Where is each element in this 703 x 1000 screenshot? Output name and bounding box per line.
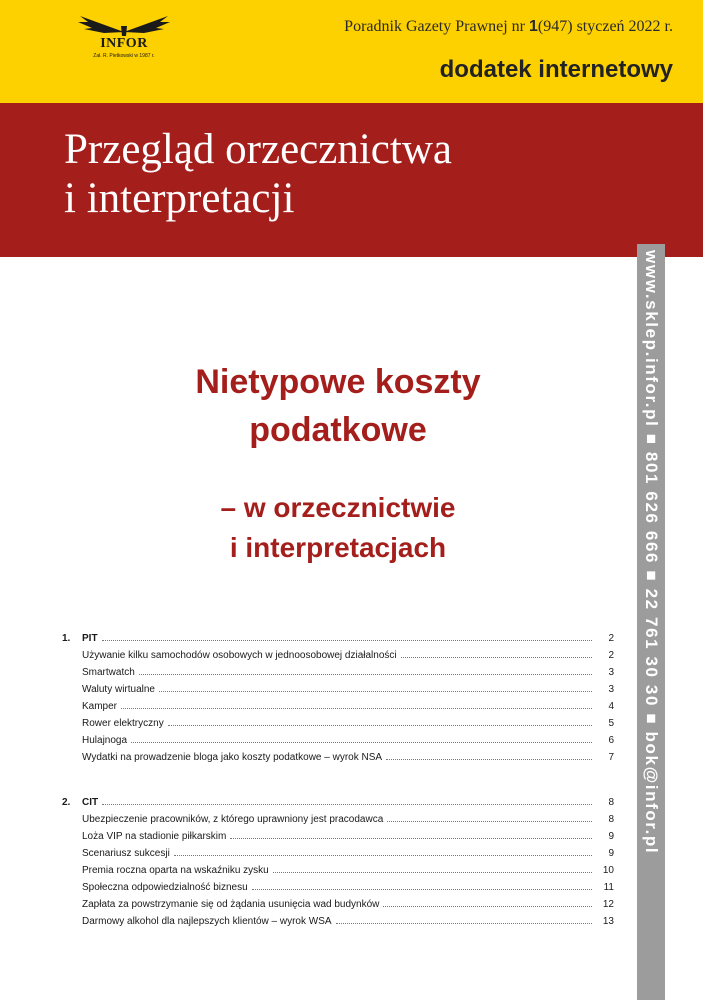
logo-subtext: Zał. R. Pietkowski w 1987 r. [93, 53, 155, 59]
toc-leader-dots [121, 708, 592, 709]
addon-label: dodatek internetowy [439, 56, 673, 83]
cover-title-line1: Nietypowe koszty [195, 363, 481, 401]
toc-page-number: 5 [608, 718, 614, 729]
toc-page-number: 6 [608, 735, 614, 746]
toc-item-title: Ubezpieczenie pracowników, z którego uprawniony jest pracodawca [82, 814, 384, 825]
toc-item-title: Premia roczna oparta na wskaźniku zysku [82, 865, 269, 876]
toc-leader-dots [336, 923, 592, 924]
logo-wordmark: INFOR [100, 36, 148, 51]
toc-section [62, 633, 614, 769]
toc-leader-dots [383, 906, 592, 907]
toc-item [62, 831, 614, 848]
toc-page-number: 9 [608, 831, 614, 842]
toc-item [62, 916, 614, 933]
toc-item-title: Używanie kilku samochodów osobowych w jednoosobowej działalności [82, 650, 397, 661]
toc-item [62, 814, 614, 831]
issue-number: 1 [529, 18, 538, 35]
toc-leader-dots [273, 872, 592, 873]
toc-item [62, 684, 614, 701]
toc-item-title: Wydatki na prowadzenie bloga jako koszty podatkowe – wyrok NSA [82, 752, 383, 763]
toc-item [62, 735, 614, 752]
toc-leader-dots [174, 855, 592, 856]
publication-title [64, 125, 452, 223]
cover-title-line2: podatkowe [249, 411, 427, 449]
toc-page-number: 3 [608, 667, 614, 678]
toc-leader-dots [102, 640, 592, 641]
toc-section-number: 2. [62, 797, 71, 808]
toc-section [62, 797, 614, 933]
toc-leader-dots [102, 804, 592, 805]
toc-leader-dots [159, 691, 592, 692]
toc-item [62, 865, 614, 882]
toc-item-title: Waluty wirtualne [82, 684, 155, 695]
toc-item [62, 701, 614, 718]
toc-leader-dots [168, 725, 592, 726]
toc-page-number: 7 [608, 752, 614, 763]
toc-item-title: Hulajnoga [82, 735, 128, 746]
toc-item [62, 667, 614, 684]
infor-logo [74, 14, 174, 66]
toc-item [62, 848, 614, 865]
toc-page-number: 8 [608, 814, 614, 825]
eagle-wings-icon [74, 14, 174, 38]
series-suffix: (947) styczeń 2022 r. [537, 18, 673, 35]
toc-leader-dots [401, 657, 592, 658]
toc-page-number: 2 [608, 633, 614, 644]
toc-page-number: 11 [603, 882, 614, 893]
toc-page-number: 13 [602, 916, 614, 927]
series-info [344, 18, 673, 36]
toc-item [62, 752, 614, 769]
cover-subtitle [60, 488, 616, 568]
publication-title-line2: i interpretacji [64, 175, 295, 222]
toc-page-number: 10 [602, 865, 614, 876]
toc-page-number: 2 [608, 650, 614, 661]
toc-item-title: Loża VIP na stadionie piłkarskim [82, 831, 227, 842]
series-prefix: Poradnik Gazety Prawnej nr [344, 18, 526, 35]
toc-section-title: CIT [82, 797, 99, 808]
toc-page-number: 4 [608, 701, 614, 712]
toc-item [62, 718, 614, 735]
toc-section-heading [62, 633, 614, 650]
title-band [0, 103, 703, 257]
header-bar [0, 0, 703, 103]
toc-item-title: Rower elektryczny [82, 718, 164, 729]
toc-page-number: 12 [602, 899, 614, 910]
toc-leader-dots [252, 889, 592, 890]
toc-page-number: 9 [608, 848, 614, 859]
cover-subtitle-line2: i interpretacjach [229, 532, 447, 563]
toc-page-number: 8 [608, 797, 614, 808]
toc-section-number: 1. [62, 633, 71, 644]
toc-leader-dots [386, 759, 592, 760]
toc-item [62, 899, 614, 916]
toc-item [62, 650, 614, 667]
cover-subtitle-line1: – w orzecznictwie [220, 492, 456, 523]
toc-page-number: 3 [608, 684, 614, 695]
toc-item-title: Kamper [82, 701, 118, 712]
toc-item-title: Zapłata za powstrzymanie się od żądania usunięcia wad budynków [82, 899, 380, 910]
toc-item [62, 882, 614, 899]
toc-section-heading [62, 797, 614, 814]
toc-item-title: Społeczna odpowiedzialność biznesu [82, 882, 248, 893]
toc-section-title: PIT [82, 633, 98, 644]
toc-leader-dots [139, 674, 592, 675]
toc-leader-dots [387, 821, 592, 822]
toc-leader-dots [230, 838, 592, 839]
toc-item-title: Smartwatch [82, 667, 135, 678]
side-contact-text: www.sklep.infor.pl ■ 801 626 666 ■ 22 761 30 30 ■ bok@infor.pl [642, 250, 661, 855]
publication-title-line1: Przegląd orzecznictwa [64, 126, 452, 173]
cover-title [60, 358, 616, 454]
toc-item-title: Scenariusz sukcesji [82, 848, 170, 859]
toc-leader-dots [131, 742, 592, 743]
toc-item-title: Darmowy alkohol dla najlepszych klientów – wyrok WSA [82, 916, 332, 927]
